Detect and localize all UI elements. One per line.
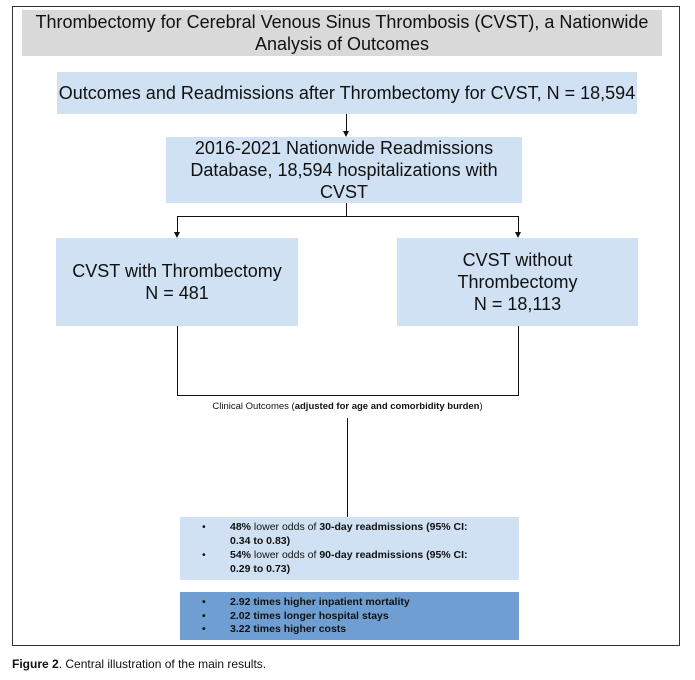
result-mid: lower odds of — [251, 549, 320, 561]
clinical-adjustment: adjusted for age and comorbidity burden — [294, 401, 480, 412]
result-item — [202, 623, 511, 637]
result-ci: 0.29 to 0.73) — [230, 563, 291, 575]
database-line-2: Database, 18,594 hospitalizations with CVST — [190, 160, 498, 202]
without-thrombectomy-n: N = 18,113 — [473, 294, 562, 314]
without-thrombectomy-label-2: Thrombectomy — [457, 272, 578, 292]
with-thrombectomy-label: CVST with Thrombectomy — [72, 261, 282, 281]
arrowhead-with — [174, 232, 180, 238]
connector-with-down — [177, 326, 178, 396]
connector-outcomes-to-db — [346, 114, 347, 131]
result-length-of-stay: 2.02 times longer hospital stays — [230, 609, 389, 622]
result-bold: 90-day readmissions (95% CI: — [319, 549, 468, 561]
with-thrombectomy-n: N = 481 — [145, 283, 209, 303]
result-item — [202, 610, 511, 624]
without-thrombectomy-box — [397, 238, 638, 326]
clinical-suffix: ) — [479, 401, 483, 412]
outcomes-box — [57, 72, 637, 114]
result-item — [202, 520, 511, 548]
figure-title — [22, 10, 662, 56]
adverse-results-box — [180, 592, 519, 640]
database-box — [166, 137, 522, 203]
figure-caption — [12, 657, 266, 671]
result-item — [202, 596, 511, 610]
result-pct: 48% — [230, 521, 252, 533]
result-ci: 0.34 to 0.83) — [230, 535, 291, 547]
readmission-results-box — [180, 517, 519, 580]
connector-split-right — [518, 216, 519, 232]
bullet-icon: • — [202, 596, 206, 608]
figure-title-text: Thrombectomy for Cerebral Venous Sinus Thrombosis (CVST), a Nationwide Analysis of Outcomes — [35, 12, 649, 54]
result-costs: 3.22 times higher costs — [230, 623, 347, 635]
bullet-icon: • — [202, 623, 206, 635]
result-mortality: 2.92 times higher inpatient mortality — [230, 596, 410, 608]
connector-to-results — [347, 418, 348, 517]
arrowhead-db — [343, 131, 349, 137]
result-mid: lower odds of — [251, 521, 320, 533]
caption-label: Figure 2 — [12, 657, 59, 671]
without-thrombectomy-label-1: CVST without — [462, 250, 573, 270]
arrowhead-without — [515, 232, 521, 238]
connector-db-stem — [346, 203, 347, 217]
caption-text: . Central illustration of the main results. — [58, 657, 267, 671]
result-pct: 54% — [230, 549, 252, 561]
connector-merge-horizontal — [177, 395, 519, 396]
with-thrombectomy-box — [56, 238, 298, 326]
result-bold: 30-day readmissions (95% CI: — [319, 521, 468, 533]
bullet-icon: • — [202, 521, 206, 533]
clinical-prefix: Clinical Outcomes ( — [212, 401, 295, 412]
connector-without-down — [518, 326, 519, 396]
clinical-outcomes-label — [0, 401, 695, 412]
bullet-icon: • — [202, 549, 206, 561]
connector-split-horizontal — [177, 216, 519, 217]
database-line-1: 2016-2021 Nationwide Readmissions — [194, 138, 494, 158]
result-item — [202, 548, 511, 576]
bullet-icon: • — [202, 609, 206, 622]
connector-split-left — [177, 216, 178, 232]
outcomes-box-text: Outcomes and Readmissions after Thrombectomy for CVST, N = 18,594 — [58, 82, 636, 103]
